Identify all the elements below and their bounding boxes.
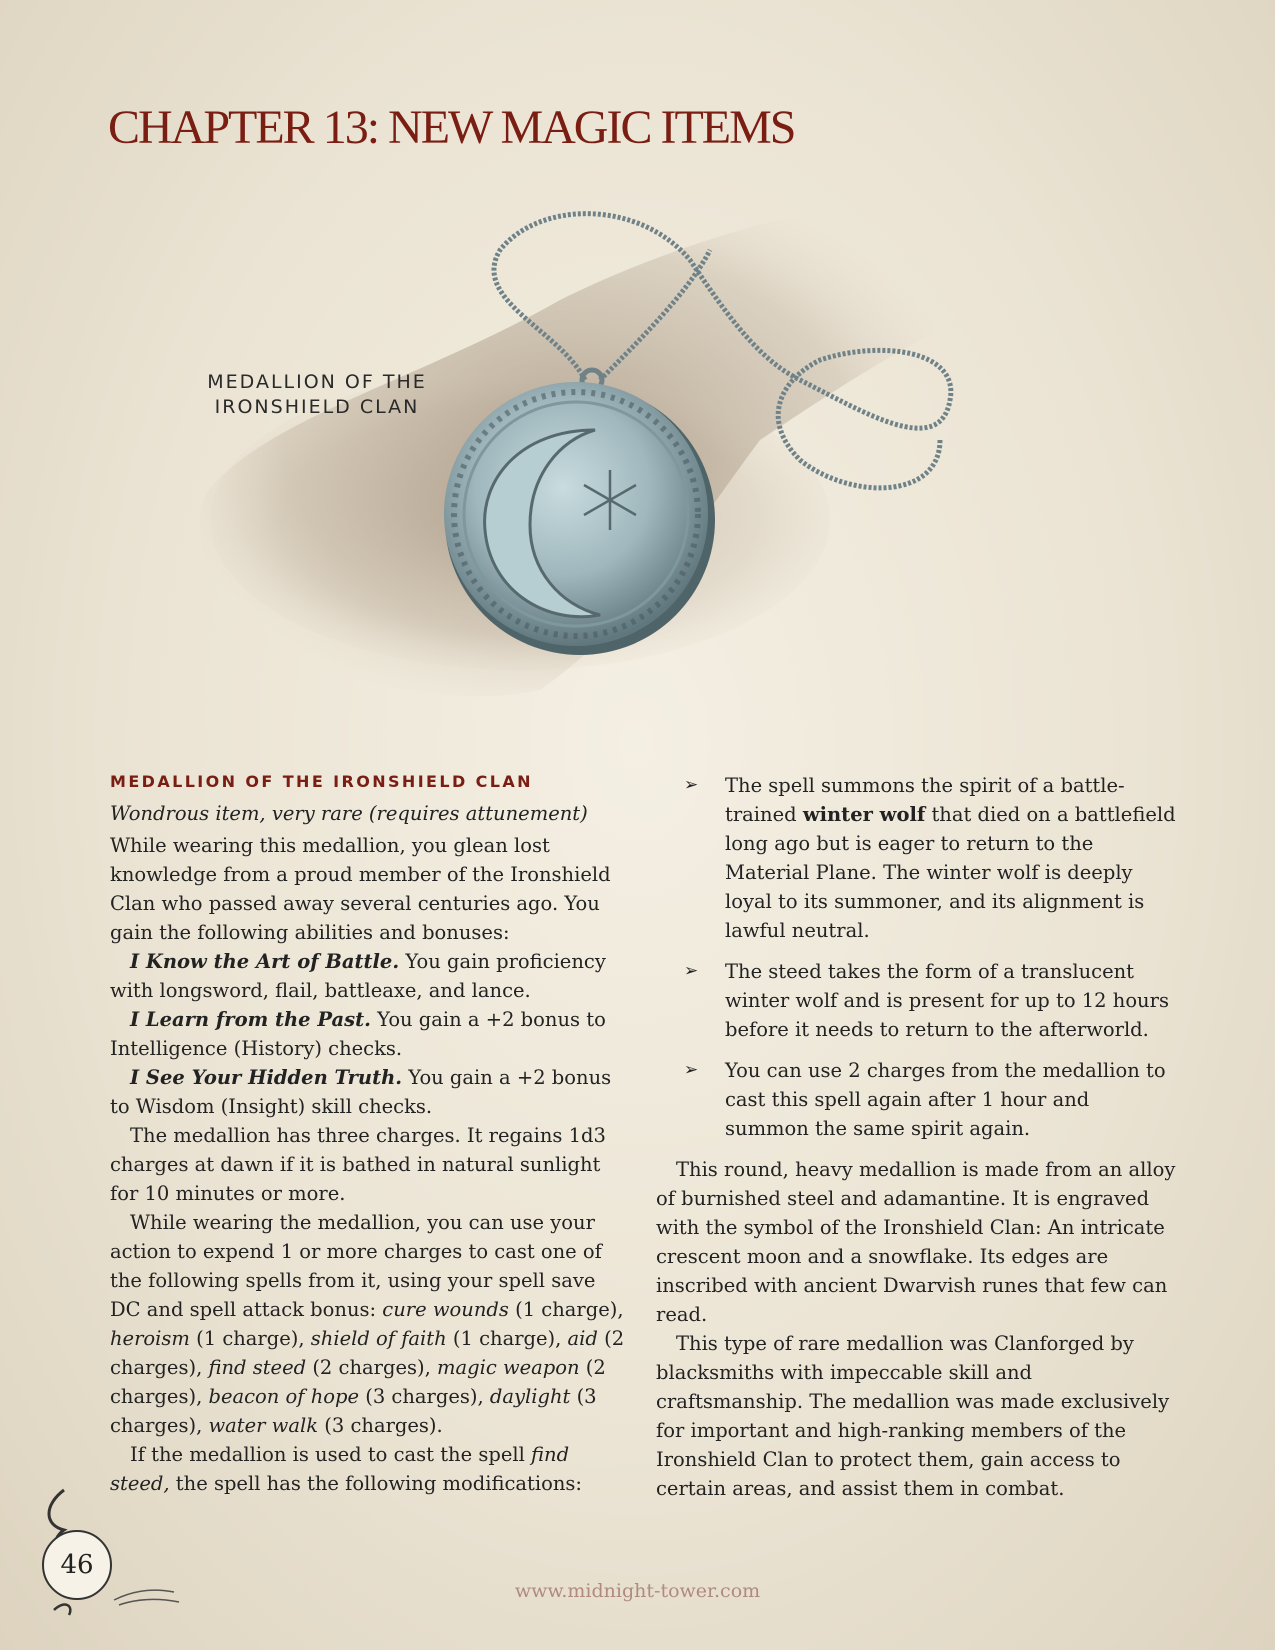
- arrow-bullet-icon: ➢: [684, 1060, 699, 1080]
- bullet-text: You can use 2 charges from the medallion to cast this spell again after 1 hour and summon the same spirit again.: [725, 1059, 1166, 1140]
- spell-name: beacon of hope: [208, 1385, 360, 1408]
- spells-intro: While wearing the medallion, you can use your action to expend 1 or more charges to cast one of the following spells from it, using your spell save DC and spell attack bonus:: [110, 1211, 602, 1321]
- spell-cost: (1 charge),: [446, 1327, 568, 1350]
- modification-bullet: [656, 1056, 1176, 1143]
- description-paragraph: This round, heavy medallion is made from an alloy of burnished steel and adamantine. It is engraved with the symbol of the Ironshield Clan: An intricate crescent moon and a snowflake. Its edges are inscribed with ancient Dwarvish runes that few can read.: [656, 1158, 1176, 1326]
- caption-line-1: MEDALLION OF THE: [207, 371, 427, 393]
- spell-name: magic weapon: [437, 1356, 580, 1379]
- ability-title: I Know the Art of Battle.: [130, 950, 400, 973]
- ability-title: I See Your Hidden Truth.: [130, 1066, 403, 1089]
- ability-text: You gain a +2 bonus to Intelligence (History) checks.: [110, 1008, 606, 1060]
- spell-cost: (3 charges),: [359, 1385, 490, 1408]
- spell-name: find steed,: [110, 1443, 570, 1495]
- modification-bullet: [656, 771, 1176, 945]
- charges-paragraph: The medallion has three charges. It regains 1d3 charges at dawn if it is bathed in natural sunlight for 10 minutes or more.: [110, 1124, 606, 1205]
- caption-line-2: IRONSHIELD CLAN: [214, 396, 420, 418]
- spell-cost: (3 charges).: [318, 1414, 443, 1437]
- chapter-title: CHAPTER 13: NEW MAGIC ITEMS: [108, 101, 795, 154]
- spell-name: daylight: [489, 1385, 571, 1408]
- find-steed-pre: If the medallion is used to cast the spell: [130, 1443, 532, 1466]
- bullet-text: The spell summons the spirit of a battle-trained: [725, 774, 1125, 826]
- spell-name: cure wounds: [382, 1298, 509, 1321]
- right-column: [656, 771, 1176, 1503]
- item-type: Wondrous item, very rare (requires attunement): [110, 802, 588, 825]
- arrow-bullet-icon: ➢: [684, 961, 699, 981]
- page-number: 46: [42, 1530, 112, 1600]
- ability-title: I Learn from the Past.: [130, 1008, 371, 1031]
- spell-cost: (1 charge),: [189, 1327, 311, 1350]
- medallion-illustration: [0, 0, 1275, 730]
- ability-paragraph: [110, 947, 630, 1005]
- spell-name: heroism: [110, 1327, 190, 1350]
- modification-bullet: [656, 957, 1176, 1044]
- spell-cost: (2 charges),: [306, 1356, 437, 1379]
- footer-url: www.midnight-tower.com: [514, 1580, 761, 1602]
- spell-name: find steed: [208, 1356, 307, 1379]
- history-paragraph: This type of rare medallion was Clanforged by blacksmiths with impeccable skill and craftsmanship. The medallion was made exclusively for important and high-ranking members of the Ironshield Clan to protect them, gain access to certain areas, and assist them in combat.: [656, 1332, 1170, 1500]
- illustration-caption: [194, 370, 440, 420]
- ability-paragraph: [110, 1063, 630, 1121]
- spell-cost: (1 charge),: [508, 1298, 624, 1321]
- spell-cost: (2 charges),: [110, 1356, 606, 1408]
- ability-text: You gain proficiency with longsword, flail, battleaxe, and lance.: [110, 950, 606, 1002]
- item-name-heading: MEDALLION OF THE IRONSHIELD CLAN: [110, 772, 533, 791]
- spells-paragraph: [110, 1208, 630, 1440]
- spell-cost: (3 charges),: [110, 1385, 597, 1437]
- intro-paragraph: While wearing this medallion, you glean lost knowledge from a proud member of the Ironshield Clan who passed away several centuries ago. You gain the following abilities and bonuses:: [110, 834, 611, 944]
- find-steed-post: the spell has the following modifications:: [169, 1472, 582, 1495]
- spell-name: aid: [567, 1327, 598, 1350]
- find-steed-paragraph: [110, 1440, 630, 1498]
- bullet-text: The steed takes the form of a translucent winter wolf and is present for up to 12 hours before it needs to return to the afterworld.: [725, 960, 1169, 1041]
- left-column: [110, 770, 630, 1498]
- arrow-bullet-icon: ➢: [684, 775, 699, 795]
- spell-cost: (2 charges),: [110, 1327, 625, 1379]
- ability-text: You gain a +2 bonus to Wisdom (Insight) skill checks.: [110, 1066, 612, 1118]
- bullet-text: that died on a battlefield long ago but is eager to return to the Material Plane. The winter wolf is deeply loyal to its summoner, and its alignment is lawful neutral.: [725, 803, 1176, 942]
- bullet-bold-text: winter wolf: [802, 803, 926, 826]
- spell-name: shield of faith: [310, 1327, 447, 1350]
- spell-name: water walk: [208, 1414, 319, 1437]
- ability-paragraph: [110, 1005, 630, 1063]
